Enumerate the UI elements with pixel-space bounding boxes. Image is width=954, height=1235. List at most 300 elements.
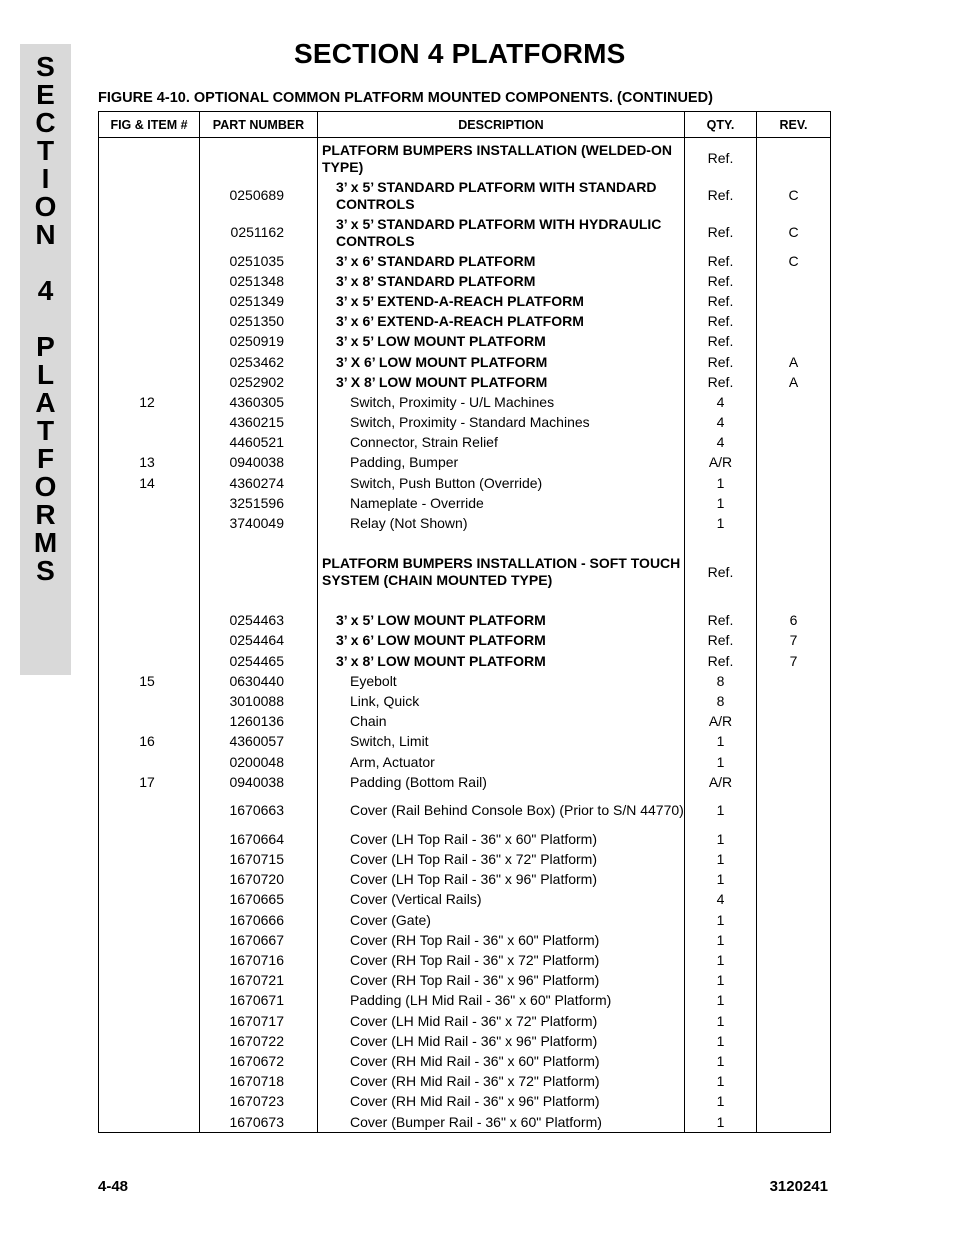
- part-number-cell: 0254463: [200, 611, 318, 631]
- description-cell: 3’ x 6’ EXTEND-A-REACH PLATFORM: [318, 312, 685, 332]
- rev-cell: [757, 473, 831, 493]
- part-number-cell: 0253462: [200, 352, 318, 372]
- table-row: [99, 772, 831, 792]
- fig-item-cell: [99, 251, 200, 271]
- qty-cell: 4: [685, 413, 757, 433]
- qty-cell: 1: [685, 829, 757, 849]
- qty-cell: 4: [685, 392, 757, 412]
- rev-cell: [757, 772, 831, 792]
- part-number-cell: 1670666: [200, 910, 318, 930]
- description-cell: 3’ X 8’ LOW MOUNT PLATFORM: [318, 372, 685, 392]
- rev-cell: [757, 554, 831, 591]
- fig-item-cell: [99, 950, 200, 970]
- qty-cell: 1: [685, 870, 757, 890]
- rev-cell: [757, 671, 831, 691]
- fig-item-cell: [99, 850, 200, 870]
- qty-cell: 8: [685, 671, 757, 691]
- table-row: [99, 792, 831, 829]
- fig-item-cell: [99, 1011, 200, 1031]
- rev-cell: [757, 991, 831, 1011]
- table-row: [99, 312, 831, 332]
- rev-cell: [757, 433, 831, 453]
- table-row: [99, 950, 831, 970]
- rev-cell: A: [757, 352, 831, 372]
- description-cell: Cover (RH Top Rail - 36" x 72" Platform): [318, 950, 685, 970]
- rev-cell: [757, 870, 831, 890]
- table-row: [99, 177, 831, 214]
- fig-item-cell: 17: [99, 772, 200, 792]
- description-cell: Cover (Gate): [318, 910, 685, 930]
- fig-item-cell: [99, 433, 200, 453]
- qty-cell: 1: [685, 910, 757, 930]
- description-cell: Switch, Limit: [318, 732, 685, 752]
- table-row: [99, 372, 831, 392]
- part-number-cell: [200, 138, 318, 178]
- qty-cell: 1: [685, 752, 757, 772]
- fig-item-cell: [99, 513, 200, 533]
- figure-title: FIGURE 4-10. OPTIONAL COMMON PLATFORM MOUNTED COMPONENTS. (CONTINUED): [98, 90, 713, 106]
- side-tab-letter: O: [34, 471, 57, 502]
- qty-cell: 1: [685, 971, 757, 991]
- rev-cell: A: [757, 372, 831, 392]
- description-cell: 3’ x 5’ STANDARD PLATFORM WITH HYDRAULIC CONTROLS: [318, 214, 685, 251]
- part-number-cell: 4360305: [200, 392, 318, 412]
- rev-cell: [757, 138, 831, 178]
- table-row: [99, 1011, 831, 1031]
- part-number-cell: 1670722: [200, 1031, 318, 1051]
- fig-item-cell: [99, 890, 200, 910]
- side-tab-letter: T: [36, 415, 55, 446]
- side-tab-letter: T: [36, 135, 55, 166]
- description-cell: Cover (Bumper Rail - 36" x 60" Platform): [318, 1112, 685, 1133]
- qty-cell: 1: [685, 1011, 757, 1031]
- fig-item-cell: [99, 829, 200, 849]
- table-row: [99, 1051, 831, 1071]
- fig-item-cell: [99, 971, 200, 991]
- table-row: [99, 870, 831, 890]
- spacer-cell: [685, 591, 757, 611]
- rev-cell: [757, 971, 831, 991]
- rev-cell: [757, 850, 831, 870]
- table-row: [99, 752, 831, 772]
- description-cell: Cover (LH Top Rail - 36" x 60" Platform): [318, 829, 685, 849]
- fig-item-cell: [99, 291, 200, 311]
- qty-cell: 1: [685, 732, 757, 752]
- fig-item-cell: [99, 712, 200, 732]
- fig-item-cell: [99, 554, 200, 591]
- part-number-cell: 3740049: [200, 513, 318, 533]
- description-cell: Cover (LH Mid Rail - 36" x 72" Platform): [318, 1011, 685, 1031]
- rev-cell: [757, 513, 831, 533]
- qty-cell: 8: [685, 691, 757, 711]
- side-tab-letter: C: [35, 107, 56, 138]
- qty-cell: Ref.: [685, 631, 757, 651]
- part-number-cell: 0254465: [200, 651, 318, 671]
- qty-cell: 4: [685, 433, 757, 453]
- description-cell: 3’ x 8’ LOW MOUNT PLATFORM: [318, 651, 685, 671]
- header-description: DESCRIPTION: [318, 112, 685, 138]
- table-row: [99, 1031, 831, 1051]
- fig-item-cell: [99, 177, 200, 214]
- table-row: [99, 513, 831, 533]
- page-number: 4-48: [98, 1178, 129, 1195]
- qty-cell: 1: [685, 493, 757, 513]
- header-rev: REV.: [757, 112, 831, 138]
- table-row: [99, 332, 831, 352]
- side-tab-letter: N: [35, 219, 56, 250]
- rev-cell: [757, 291, 831, 311]
- part-number-cell: 1670716: [200, 950, 318, 970]
- part-number-cell: 1670671: [200, 991, 318, 1011]
- table-row: [99, 251, 831, 271]
- part-number-cell: 1260136: [200, 712, 318, 732]
- table-row: [99, 651, 831, 671]
- description-cell: Chain: [318, 712, 685, 732]
- description-cell: Cover (LH Top Rail - 36" x 96" Platform): [318, 870, 685, 890]
- fig-item-cell: [99, 312, 200, 332]
- side-tab-letter: O: [34, 191, 57, 222]
- description-cell: 3’ x 5’ LOW MOUNT PLATFORM: [318, 332, 685, 352]
- qty-cell: 1: [685, 792, 757, 829]
- description-cell: Cover (RH Mid Rail - 36" x 96" Platform): [318, 1092, 685, 1112]
- description-cell: PLATFORM BUMPERS INSTALLATION (WELDED-ON TYPE): [318, 138, 685, 178]
- part-number-cell: 4460521: [200, 433, 318, 453]
- qty-cell: Ref.: [685, 651, 757, 671]
- description-cell: Padding, Bumper: [318, 453, 685, 473]
- spacer-cell: [757, 534, 831, 554]
- description-cell: Link, Quick: [318, 691, 685, 711]
- fig-item-cell: [99, 214, 200, 251]
- table-row: [99, 691, 831, 711]
- rev-cell: 7: [757, 631, 831, 651]
- rev-cell: [757, 493, 831, 513]
- spacer-cell: [757, 591, 831, 611]
- description-cell: Padding (Bottom Rail): [318, 772, 685, 792]
- table-row: [99, 971, 831, 991]
- rev-cell: [757, 829, 831, 849]
- qty-cell: Ref.: [685, 138, 757, 178]
- rev-cell: [757, 1112, 831, 1133]
- description-cell: Cover (LH Mid Rail - 36" x 96" Platform): [318, 1031, 685, 1051]
- table-row: [99, 271, 831, 291]
- side-tab-letter: I: [41, 163, 50, 194]
- rev-cell: [757, 1092, 831, 1112]
- description-cell: 3’ x 6’ LOW MOUNT PLATFORM: [318, 631, 685, 651]
- part-number-cell: 4360274: [200, 473, 318, 493]
- table-row: [99, 930, 831, 950]
- part-number-cell: 4360057: [200, 732, 318, 752]
- qty-cell: Ref.: [685, 312, 757, 332]
- qty-cell: 1: [685, 1051, 757, 1071]
- rev-cell: C: [757, 177, 831, 214]
- side-tab-letter: A: [35, 387, 56, 418]
- part-number-cell: 3251596: [200, 493, 318, 513]
- description-cell: 3’ x 8’ STANDARD PLATFORM: [318, 271, 685, 291]
- rev-cell: [757, 1051, 831, 1071]
- rev-cell: [757, 1031, 831, 1051]
- part-number-cell: 0630440: [200, 671, 318, 691]
- qty-cell: A/R: [685, 712, 757, 732]
- part-number-cell: [200, 554, 318, 591]
- qty-cell: Ref.: [685, 554, 757, 591]
- rev-cell: [757, 950, 831, 970]
- side-tab-letter: M: [33, 527, 58, 558]
- side-tab-letter: P: [36, 331, 55, 362]
- fig-item-cell: [99, 1092, 200, 1112]
- description-cell: Cover (RH Top Rail - 36" x 60" Platform): [318, 930, 685, 950]
- part-number-cell: 1670715: [200, 850, 318, 870]
- part-number-cell: 0252902: [200, 372, 318, 392]
- rev-cell: [757, 271, 831, 291]
- description-cell: Padding (LH Mid Rail - 36" x 60" Platform): [318, 991, 685, 1011]
- description-cell: Arm, Actuator: [318, 752, 685, 772]
- table-row: [99, 291, 831, 311]
- fig-item-cell: [99, 271, 200, 291]
- description-cell: PLATFORM BUMPERS INSTALLATION - SOFT TOUCH SYSTEM (CHAIN MOUNTED TYPE): [318, 554, 685, 591]
- spacer-row: [99, 534, 831, 554]
- qty-cell: A/R: [685, 772, 757, 792]
- table-header-row: [99, 112, 831, 138]
- fig-item-cell: [99, 352, 200, 372]
- qty-cell: 1: [685, 930, 757, 950]
- side-tab-letter: F: [36, 443, 55, 474]
- side-tab-letter: S: [36, 51, 55, 82]
- rev-cell: [757, 332, 831, 352]
- header-qty: QTY.: [685, 112, 757, 138]
- qty-cell: 1: [685, 850, 757, 870]
- qty-cell: 1: [685, 1031, 757, 1051]
- fig-item-cell: [99, 1051, 200, 1071]
- fig-item-cell: [99, 1072, 200, 1092]
- part-number-cell: 1670718: [200, 1072, 318, 1092]
- part-number-cell: 1670720: [200, 870, 318, 890]
- fig-item-cell: [99, 631, 200, 651]
- spacer-cell: [200, 534, 318, 554]
- table-row: [99, 433, 831, 453]
- description-cell: Eyebolt: [318, 671, 685, 691]
- spacer-cell: [318, 534, 685, 554]
- qty-cell: Ref.: [685, 611, 757, 631]
- rev-cell: [757, 1011, 831, 1031]
- fig-item-cell: [99, 930, 200, 950]
- fig-item-cell: [99, 870, 200, 890]
- description-cell: Cover (RH Top Rail - 36" x 96" Platform): [318, 971, 685, 991]
- description-cell: Switch, Proximity - Standard Machines: [318, 413, 685, 433]
- part-number-cell: 3010088: [200, 691, 318, 711]
- part-number-cell: 0250919: [200, 332, 318, 352]
- qty-cell: 1: [685, 513, 757, 533]
- fig-item-cell: 13: [99, 453, 200, 473]
- part-number-cell: 0200048: [200, 752, 318, 772]
- fig-item-cell: [99, 1112, 200, 1133]
- qty-cell: 4: [685, 890, 757, 910]
- side-tab-letter: S: [36, 555, 55, 586]
- side-tab-letter: 4: [37, 275, 54, 306]
- table-row: [99, 1072, 831, 1092]
- table-row: [99, 554, 831, 591]
- page-title: SECTION 4 PLATFORMS: [294, 38, 626, 69]
- fig-item-cell: [99, 332, 200, 352]
- part-number-cell: 0251035: [200, 251, 318, 271]
- table-row: [99, 732, 831, 752]
- part-number-cell: 1670665: [200, 890, 318, 910]
- table-row: [99, 392, 831, 412]
- qty-cell: 1: [685, 991, 757, 1011]
- part-number-cell: 1670673: [200, 1112, 318, 1133]
- table-row: [99, 671, 831, 691]
- part-number-cell: 1670723: [200, 1092, 318, 1112]
- table-row: [99, 453, 831, 473]
- qty-cell: Ref.: [685, 291, 757, 311]
- table-row: [99, 890, 831, 910]
- table-row: [99, 493, 831, 513]
- rev-cell: [757, 691, 831, 711]
- rev-cell: [757, 792, 831, 829]
- fig-item-cell: [99, 413, 200, 433]
- table-row: [99, 631, 831, 651]
- rev-cell: C: [757, 214, 831, 251]
- side-tab-letter: E: [36, 79, 55, 110]
- part-number-cell: 0251349: [200, 291, 318, 311]
- description-cell: Switch, Push Button (Override): [318, 473, 685, 493]
- rev-cell: [757, 312, 831, 332]
- rev-cell: [757, 453, 831, 473]
- fig-item-cell: [99, 611, 200, 631]
- part-number-cell: 1670664: [200, 829, 318, 849]
- part-number-cell: 0254464: [200, 631, 318, 651]
- qty-cell: Ref.: [685, 332, 757, 352]
- header-part-number: PART NUMBER: [200, 112, 318, 138]
- table-row: [99, 473, 831, 493]
- part-number-cell: 0940038: [200, 453, 318, 473]
- fig-item-cell: [99, 1031, 200, 1051]
- section-side-tab: [20, 44, 71, 675]
- table-row: [99, 214, 831, 251]
- parts-table: [98, 111, 831, 1133]
- description-cell: Switch, Proximity - U/L Machines: [318, 392, 685, 412]
- description-cell: Relay (Not Shown): [318, 513, 685, 533]
- description-cell: 3’ x 5’ EXTEND-A-REACH PLATFORM: [318, 291, 685, 311]
- table-row: [99, 1092, 831, 1112]
- rev-cell: [757, 910, 831, 930]
- part-number-cell: 1670672: [200, 1051, 318, 1071]
- rev-cell: [757, 930, 831, 950]
- table-row: [99, 413, 831, 433]
- qty-cell: 1: [685, 1072, 757, 1092]
- description-cell: 3’ X 6’ LOW MOUNT PLATFORM: [318, 352, 685, 372]
- part-number-cell: 0251348: [200, 271, 318, 291]
- spacer-row: [99, 591, 831, 611]
- description-cell: Cover (Rail Behind Console Box) (Prior to S/N 44770): [318, 792, 685, 829]
- qty-cell: 1: [685, 473, 757, 493]
- fig-item-cell: [99, 792, 200, 829]
- fig-item-cell: [99, 991, 200, 1011]
- qty-cell: Ref.: [685, 372, 757, 392]
- part-number-cell: 0250689: [200, 177, 318, 214]
- description-cell: Cover (LH Top Rail - 36" x 72" Platform): [318, 850, 685, 870]
- parts-table-body: [99, 138, 831, 1133]
- qty-cell: 1: [685, 1112, 757, 1133]
- rev-cell: 7: [757, 651, 831, 671]
- spacer-cell: [318, 591, 685, 611]
- description-cell: Connector, Strain Relief: [318, 433, 685, 453]
- fig-item-cell: [99, 138, 200, 178]
- part-number-cell: 1670717: [200, 1011, 318, 1031]
- rev-cell: 6: [757, 611, 831, 631]
- fig-item-cell: [99, 493, 200, 513]
- spacer-cell: [99, 534, 200, 554]
- rev-cell: [757, 712, 831, 732]
- table-row: [99, 352, 831, 372]
- qty-cell: 1: [685, 950, 757, 970]
- document-number: 3120241: [769, 1178, 828, 1195]
- spacer-cell: [99, 591, 200, 611]
- description-cell: 3’ x 6’ STANDARD PLATFORM: [318, 251, 685, 271]
- description-cell: Cover (RH Mid Rail - 36" x 72" Platform): [318, 1072, 685, 1092]
- rev-cell: [757, 1072, 831, 1092]
- description-cell: Nameplate - Override: [318, 493, 685, 513]
- table-row: [99, 991, 831, 1011]
- side-tab-letters: [20, 53, 71, 585]
- rev-cell: [757, 392, 831, 412]
- fig-item-cell: [99, 372, 200, 392]
- table-row: [99, 910, 831, 930]
- fig-item-cell: 16: [99, 732, 200, 752]
- side-tab-letter: R: [35, 499, 56, 530]
- part-number-cell: 0940038: [200, 772, 318, 792]
- description-cell: Cover (RH Mid Rail - 36" x 60" Platform): [318, 1051, 685, 1071]
- qty-cell: A/R: [685, 453, 757, 473]
- qty-cell: Ref.: [685, 251, 757, 271]
- part-number-cell: 1670721: [200, 971, 318, 991]
- table-row: [99, 611, 831, 631]
- rev-cell: [757, 413, 831, 433]
- fig-item-cell: [99, 651, 200, 671]
- side-tab-letter: L: [36, 359, 55, 390]
- fig-item-cell: [99, 691, 200, 711]
- rev-cell: [757, 732, 831, 752]
- table-row: [99, 1112, 831, 1133]
- rev-cell: [757, 752, 831, 772]
- header-fig-item: FIG & ITEM #: [99, 112, 200, 138]
- description-cell: Cover (Vertical Rails): [318, 890, 685, 910]
- table-row: [99, 850, 831, 870]
- qty-cell: Ref.: [685, 214, 757, 251]
- qty-cell: Ref.: [685, 352, 757, 372]
- part-number-cell: 1670667: [200, 930, 318, 950]
- qty-cell: 1: [685, 1092, 757, 1112]
- fig-item-cell: 14: [99, 473, 200, 493]
- fig-item-cell: 12: [99, 392, 200, 412]
- description-cell: 3’ x 5’ LOW MOUNT PLATFORM: [318, 611, 685, 631]
- part-number-cell: 1670663: [200, 792, 318, 829]
- part-number-cell: 4360215: [200, 413, 318, 433]
- fig-item-cell: 15: [99, 671, 200, 691]
- table-row: [99, 712, 831, 732]
- qty-cell: Ref.: [685, 271, 757, 291]
- rev-cell: C: [757, 251, 831, 271]
- fig-item-cell: [99, 910, 200, 930]
- table-row: [99, 829, 831, 849]
- qty-cell: Ref.: [685, 177, 757, 214]
- rev-cell: [757, 890, 831, 910]
- spacer-cell: [685, 534, 757, 554]
- fig-item-cell: [99, 752, 200, 772]
- part-number-cell: 0251350: [200, 312, 318, 332]
- spacer-cell: [200, 591, 318, 611]
- description-cell: 3’ x 5’ STANDARD PLATFORM WITH STANDARD CONTROLS: [318, 177, 685, 214]
- table-row: [99, 138, 831, 178]
